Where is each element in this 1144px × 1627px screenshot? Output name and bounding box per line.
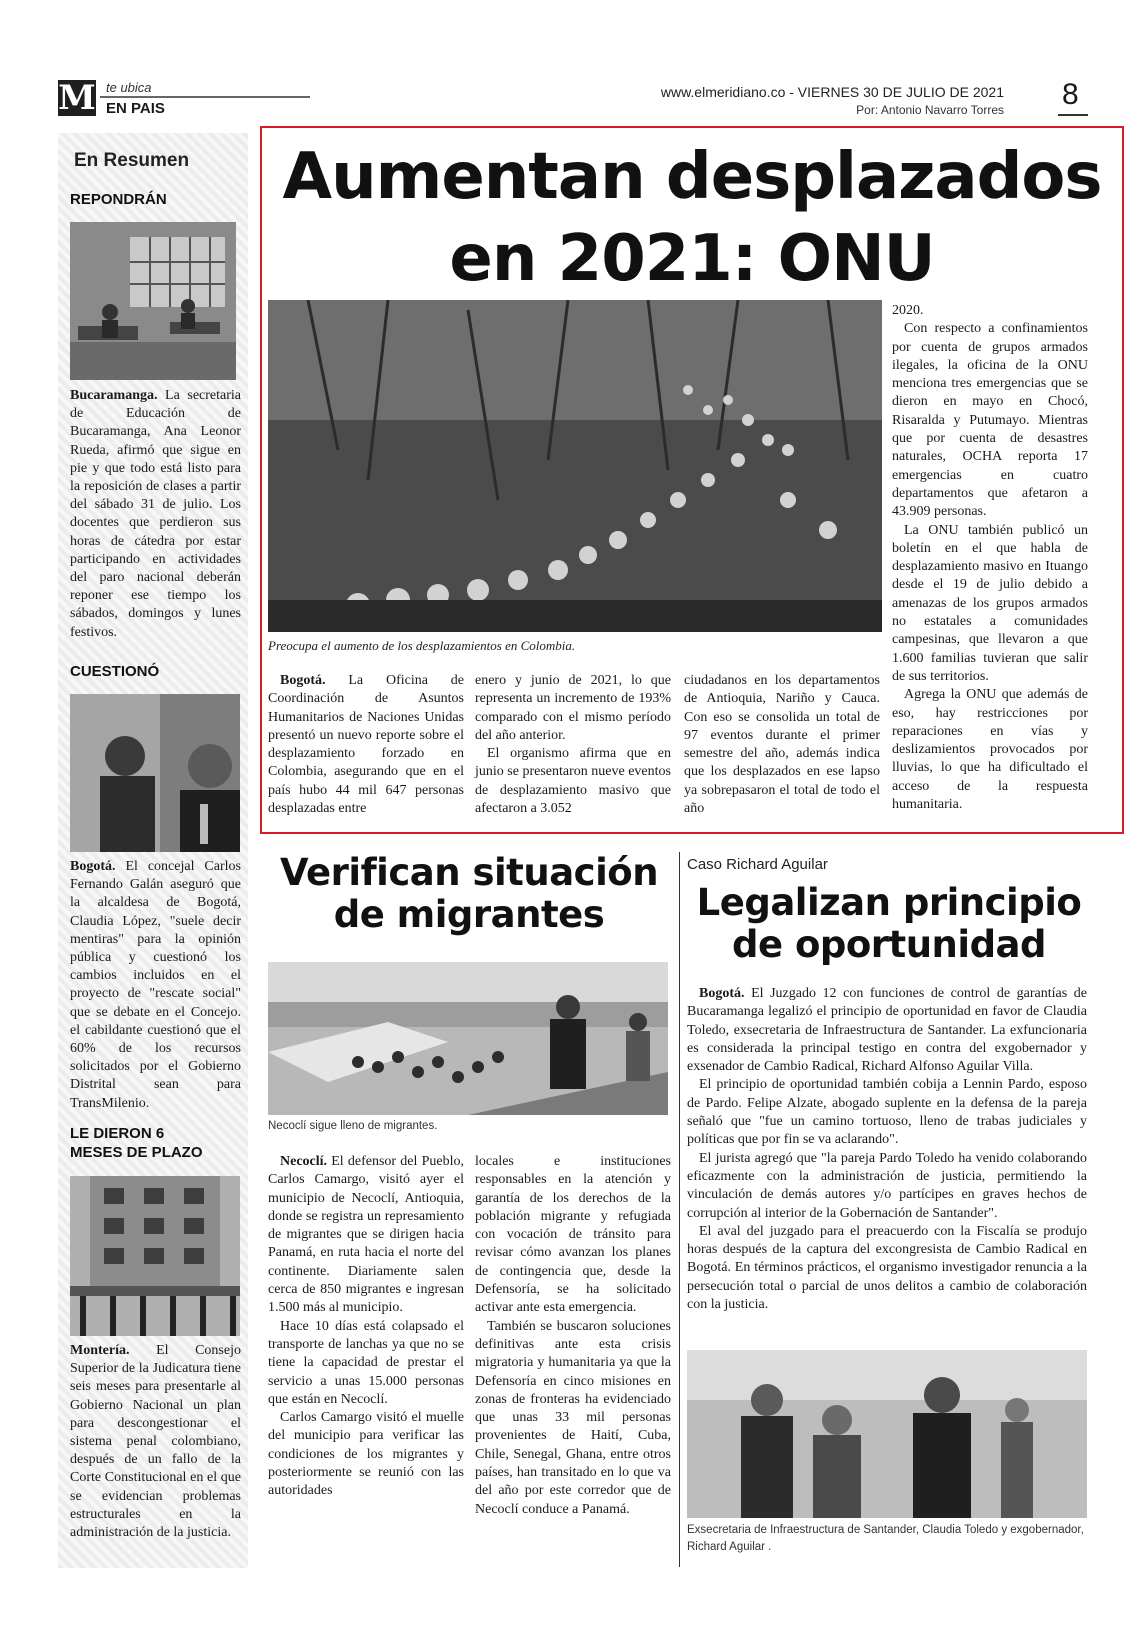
main-headline-line: Aumentan desplazados [282,140,1102,214]
migrants-col-1 [268,1153,464,1501]
sidebar-item-heading: REPONDRÁN [70,191,167,208]
displaced-crowd-photo [268,300,882,632]
sidebar-item-heading: LE DIERON 6 MESES DE PLAZO [70,1125,203,1161]
sidebar-item-lead: Montería. [70,1343,130,1358]
column-divider [679,852,680,1567]
councilman-photo [70,694,240,852]
migrants-photo-caption: Necoclí sigue lleno de migrantes. [268,1120,438,1132]
aguilar-kicker: Caso Richard Aguilar [687,856,828,873]
sidebar-item-body: El concejal Carlos Fernando Galán aseguró que la alcaldesa de Bogotá, Claudia López, "suele decir mentiras" para la opinión pública y cuestionó los cambios incluidos en el proyecto de "rescate social" que se debate en el Concejo. el cabildante cuestionó que el 60% de los recursos solicitados por el Gobierno Distrital sean para TransMilenio. [70,859,241,1111]
main-article-paragraph: La ONU también publicó un boletín en el que habla de desplazamiento masivo en Ituango desde el 19 de julio debido a amenazas de los grupos armados no estatales a comunidades campesinas, que llevaron a que 1.600 familias tuvieran que salir de sus territorios. [892,522,1088,684]
main-article-col-1 [268,672,464,818]
migrants-headline [264,852,674,936]
main-article-paragraph: El organismo afirma que en junio se presentaron nueve eventos de desplazamiento masivo que afectaron a 3.052 [475,746,671,817]
aguilar-headline-line: de oportunidad [731,923,1047,966]
sidebar-item-text [70,1342,241,1542]
sidebar-item-heading: CUESTIONÓ [70,663,160,680]
sidebar-item-text [70,858,241,1113]
main-article-col-3: ciudadanos en los departamentos de Antioquia, Nariño y Cauca. Con eso se consolida un total de 97 eventos durante el primer semestre del año, además indica que los desplazados en ese lapso ya sobrepasaron el total de todo el año [684,673,880,817]
migrants-lead: Necoclí. [280,1154,328,1169]
aguilar-paragraph: El jurista agregó que "la pareja Pardo Toledo ha venido colaborando eficazmente con la administración de justicia, permitiendo la vinculación de demás autores y/o partícipes en graves hechos de corrupción al interior de la Gobernación de Santander". [687,1150,1087,1221]
main-article-paragraph: Con respecto a confinamientos por cuenta de grupos armados ilegales, la oficina de la ONU menciona tres emergencias que se dieron en mayo en Chocó, Risaralda y Putumayo. Mientras que por cuenta de desastres naturales, OCHA reporta 17 emergencias en cuatro departamentos que afetaron a 43.909 personas. [892,321,1088,520]
main-article-lead: Bogotá. [280,673,326,688]
aguilar-body [687,985,1087,1314]
section-name: EN PAIS [106,100,165,117]
aguilar-headline-line: Legalizan principio [696,881,1082,924]
sidebar-item-lead: Bucaramanga. [70,388,158,403]
migrants-text: El defensor del Pueblo, Carlos Camargo, visitó ayer el municipio de Necoclí, Antioquia, donde se registra un represamiento de migrantes que se dirigen hacia Panamá, en ruta hacia el norte del continente. Diariamente salen cerca de 850 migrantes e ingresan 1.500 más al municipio. [268,1154,464,1316]
migrants-paragraph: Hace 10 días está colapsado el transporte de lanchas ya que no se tiene la capacidad de prestar el servicio a unas 15.000 personas que están en Necoclí. [268,1318,464,1407]
aguilar-photo-caption: Exsecretaria de Infraestructura de Santander, Claudia Toledo y exgobernador, Richard Aguilar . [687,1524,1084,1553]
migrants-paragraph: locales e instituciones responsables en la atención y garantía de los derechos de la población migrante y refugiada con vocación de tránsito para revisar cómo avanzan los planes de contingencia que, desde la Defensoría, se ha solicitado activar ante esta emergencia. [475,1154,671,1316]
main-article-paragraph: 2020. [892,303,924,318]
court-building-photo [70,1176,240,1336]
migrants-headline-line: Verifican situación [279,851,659,894]
main-article-col-4 [892,302,1088,814]
sidebar-title: En Resumen [74,150,190,171]
main-article-text: La Oficina de Coordinación de Asuntos Humanitarios de Naciones Unidas presentó un nuevo reporte sobre el desplazamiento forzado en Colombia, asegurando que en el país hubo 44 mil 647 personas desplazadas entre [268,673,464,817]
main-headline-line: en 2021: ONU [449,222,935,296]
main-article-col-2 [475,672,671,818]
page-number: 8 [1062,78,1079,111]
newspaper-logo: M [58,78,96,118]
dateline: www.elmeridiano.co - VIERNES 30 DE JULIO DE 2021 [660,84,1004,100]
aguilar-text: El Juzgado 12 con funciones de control de garantías de Bucaramanga legalizó el principio de oportunidad en favor de Claudia Toledo, exsecretaria de Infraestructura de Santander. La exfuncionaria es considerada la principal testigo en contra del exgobernador y exsenador de Cambio Radical, Richard Alfonso Aguilar Villa. [687,986,1087,1075]
sidebar-item-body: La secretaria de Educación de Bucaramanga, Ana Leonor Rueda, afirmó que sigue en pie y que todo está listo para la reposición de clases a partir del sábado 31 de julio. Los docentes que perdieron sus horas de cátedra por estar participando en actividades del paro nacional deberán reponer ese tiempo los sábados, domingos y lunes festivos. [70,388,241,640]
migrants-headline-line: de migrantes [333,893,605,936]
section-kicker: te ubica [106,80,152,95]
sidebar-item-lead: Bogotá. [70,859,116,874]
aguilar-photo [687,1350,1087,1518]
main-headline [262,136,1122,300]
page-number-rule [1058,114,1088,116]
sidebar-item-body: El Consejo Superior de la Judicatura tiene seis meses para presentarle al Gobierno Nacional un plan para descongestionar el sistema penal colombiano, después de un fallo de la Corte Constitucional en el que se evidencian problemas estructurales en la administración de la justicia. [70,1343,241,1541]
sidebar-item-text [70,387,241,642]
aguilar-headline [684,882,1094,966]
main-article-paragraph: Agrega la ONU que además de eso, hay restricciones por reparaciones en vías y deslizamientos provocados por lluvias, lo que ha dificultado el acceso de la respuesta humanitaria. [892,687,1088,813]
main-photo-caption: Preocupa el aumento de los desplazamientos en Colombia. [268,638,576,653]
classroom-photo [70,222,236,380]
migrants-dock-photo [268,962,668,1115]
byline: Por: Antonio Navarro Torres [856,103,1004,117]
main-article-paragraph: enero y junio de 2021, lo que representa un incremento de 193% comparado con el mismo período del año anterior. [475,673,671,743]
migrants-paragraph: Carlos Camargo visitó el muelle del municipio para verificar las condiciones de los migrantes y posteriormente se reunió con las autoridades [268,1410,464,1499]
migrants-col-2 [475,1153,671,1519]
migrants-paragraph: También se buscaron soluciones definitivas ante esta crisis migratoria y humanitaria ya que la Defensoría en cinco misiones en zonas de fronteras ha evidenciado que unas 33 mil personas provenientes de Haití, Cuba, Chile, Senegal, Ghana, entre otros países, han transitado en lo que va del año por este corredor que de Necoclí conduce a Panamá. [475,1318,671,1517]
aguilar-paragraph: El aval del juzgado para el preacuerdo con la Fiscalía se produjo horas después de la captura del excongresista de Cambio Radical en Bogotá. En términos prácticos, el organismo investigador renuncia a la persecución total o parcial de unos delitos a cambio de colaboración con la justicia. [687,1223,1087,1313]
aguilar-lead: Bogotá. [699,986,745,1001]
aguilar-paragraph: El principio de oportunidad también cobija a Lennin Pardo, esposo de Pardo. Felipe Alzate, abogado suplente en la defensa de la pareja señaló que "fue un camino tortuoso, lleno de trabas judiciales y políticas que por fin se va aclarando". [687,1077,1087,1148]
header-rule [100,96,310,98]
